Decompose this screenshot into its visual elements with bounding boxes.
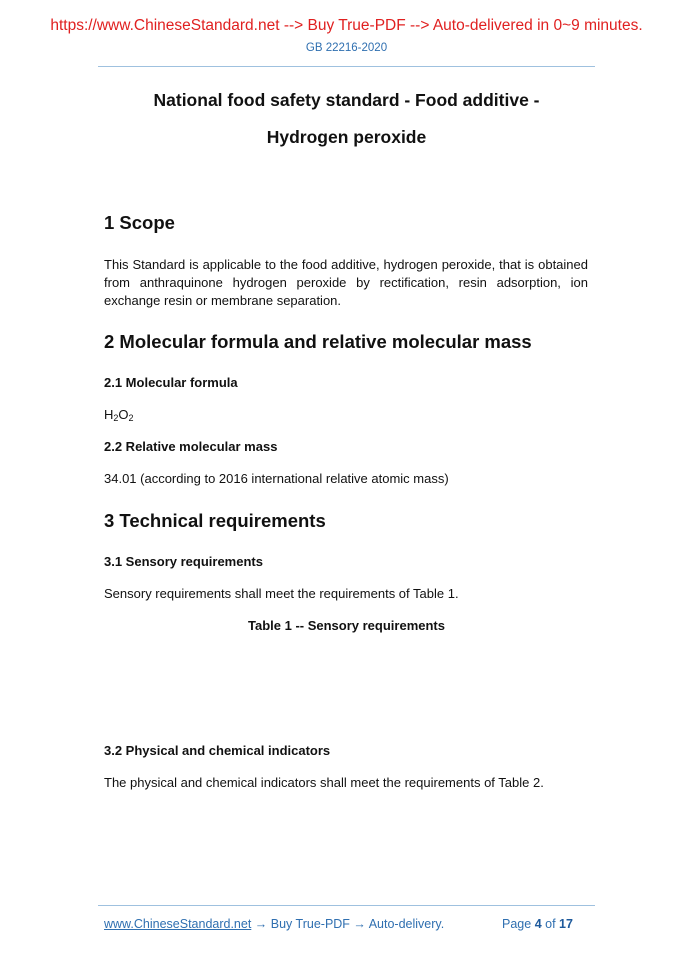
physchem-text: The physical and chemical indicators shall meet the requirements of Table 2.: [104, 775, 544, 790]
subsection-2-2-heading: 2.2 Relative molecular mass: [104, 439, 278, 454]
header-divider: [98, 66, 595, 67]
document-title-line-2: Hydrogen peroxide: [266, 127, 427, 147]
footer-promo-text: → Buy True-PDF → Auto-delivery.: [251, 917, 445, 931]
formula-o-subscript: 2: [128, 413, 134, 423]
page-of: of: [545, 917, 556, 931]
molecular-formula: [104, 407, 134, 423]
document-number: GB 22216-2020: [305, 42, 388, 54]
subsection-3-1-heading: 3.1 Sensory requirements: [104, 554, 263, 569]
footer-promo: [104, 917, 444, 931]
subsection-2-1-heading: 2.1 Molecular formula: [104, 375, 238, 390]
footer-site-link[interactable]: www.ChineseStandard.net: [104, 917, 252, 931]
top-banner-link[interactable]: https://www.ChineseStandard.net --> Buy True-PDF --> Auto-delivered in 0~9 minutes.: [50, 17, 643, 34]
subsection-3-2-heading: 3.2 Physical and chemical indicators: [104, 743, 331, 758]
formula-o: O: [118, 407, 129, 422]
document-title-line-1: National food safety standard - Food additive -: [153, 90, 540, 110]
footer-divider: [98, 905, 595, 906]
page-current: 4: [534, 917, 542, 931]
section-2-heading: 2 Molecular formula and relative molecular mass: [104, 331, 532, 352]
section-1-heading: 1 Scope: [104, 212, 175, 233]
page-label: Page: [502, 917, 532, 931]
formula-h: H: [104, 407, 114, 422]
table-1-caption: Table 1 -- Sensory requirements: [248, 618, 445, 633]
molecular-mass-text: 34.01 (according to 2016 international relative atomic mass): [104, 471, 449, 486]
sensory-text: Sensory requirements shall meet the requirements of Table 1.: [104, 586, 459, 601]
page-total: 17: [559, 917, 573, 931]
page-indicator: [502, 917, 573, 931]
section-3-heading: 3 Technical requirements: [104, 510, 326, 531]
scope-paragraph: This Standard is applicable to the food additive, hydrogen peroxide, that is obtained from anthraquinone hydrogen peroxide by rectification, resin adsorption, ion exchange resin or membrane separation.: [104, 257, 588, 308]
formula-h-subscript: 2: [113, 413, 119, 423]
